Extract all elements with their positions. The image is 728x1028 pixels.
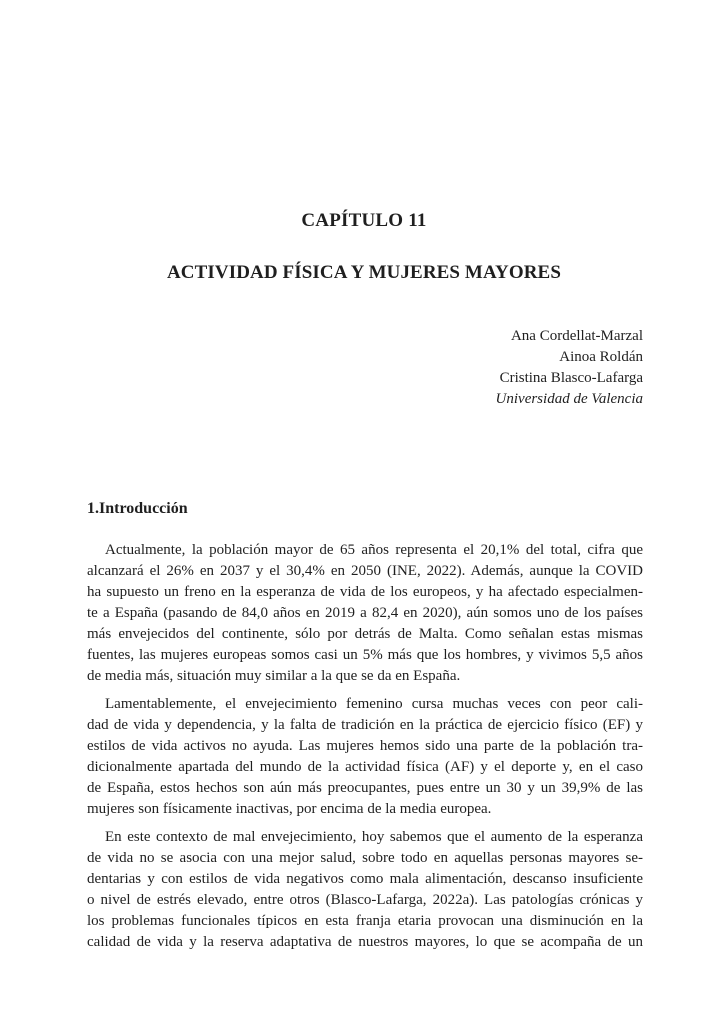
chapter-title: ACTIVIDAD FÍSICA Y MUJERES MAYORES [166,262,561,283]
text-line: dicionalmente apartada del mundo de la actividad física (AF) y el deporte y, en el caso [87,759,643,775]
text-line: dentarias y con estilos de vida negativos como mala alimentación, descanso insuficiente [87,871,643,887]
text-line: de vida no se asocia con una mejor salud, sobre todo en aquellas personas mayores se- [87,850,643,866]
text-line: más envejecidos del continente, sólo por detrás de Malta. Como señalan estas mismas [87,626,643,642]
text-line: de España, estos hechos son aún más preocupantes, pues entre un 30 y un 39,9% de las [87,780,643,796]
text-line: mujeres son físicamente inactivas, por encima de la media europea. [87,801,492,817]
text-line: de media más, situación muy similar a la que se da en España. [87,668,461,684]
text-line: dad de vida y dependencia, y la falta de tradición en la práctica de ejercicio físico (EF) y [87,717,643,733]
text-line: alcanzará el 26% en 2037 y el 30,4% en 2050 (INE, 2022). Además, aunque la COVID [87,563,643,579]
body-text [87,540,643,960]
text-line: ha supuesto un freno en la esperanza de vida de los europeos, y ha afectado especialmen- [87,584,643,600]
author-affiliation: Universidad de Valencia [495,391,643,407]
text-line: estilos de vida activos no ayuda. Las mujeres hemos sido una parte de la población tra- [87,738,643,754]
author-name: Ainoa Roldán [559,349,643,365]
author-name: Cristina Blasco-Lafarga [499,370,643,386]
paragraph [87,827,643,953]
text-line: En este contexto de mal envejecimiento, hoy sabemos que el aumento de la esperanza [105,829,643,845]
chapter-number: CAPÍTULO 11 [301,210,427,231]
paragraph [87,694,643,820]
author-block [496,326,643,410]
section-heading: 1.Introducción [87,500,188,517]
text-line: o nivel de estrés elevado, entre otros (Blasco-Lafarga, 2022a). Las patologías crónicas y [87,892,643,908]
text-line: los problemas funcionales típicos en esta franja etaria provocan una disminución en la [87,913,643,929]
text-line: Lamentablemente, el envejecimiento femenino cursa muchas veces con peor cali- [105,696,643,712]
text-line: fuentes, las mujeres europeas somos casi un 5% más que los hombres, y vivimos 5,5 años [87,647,643,663]
text-line: calidad de vida y la reserva adaptativa de nuestros mayores, lo que se acompaña de un [87,934,643,950]
text-line: te a España (pasando de 84,0 años en 2019 a 82,4 en 2020), aún somos uno de los países [87,605,643,621]
paragraph [87,540,643,687]
author-name: Ana Cordellat-Marzal [510,328,643,344]
text-line: Actualmente, la población mayor de 65 años representa el 20,1% del total, cifra que [105,542,643,558]
